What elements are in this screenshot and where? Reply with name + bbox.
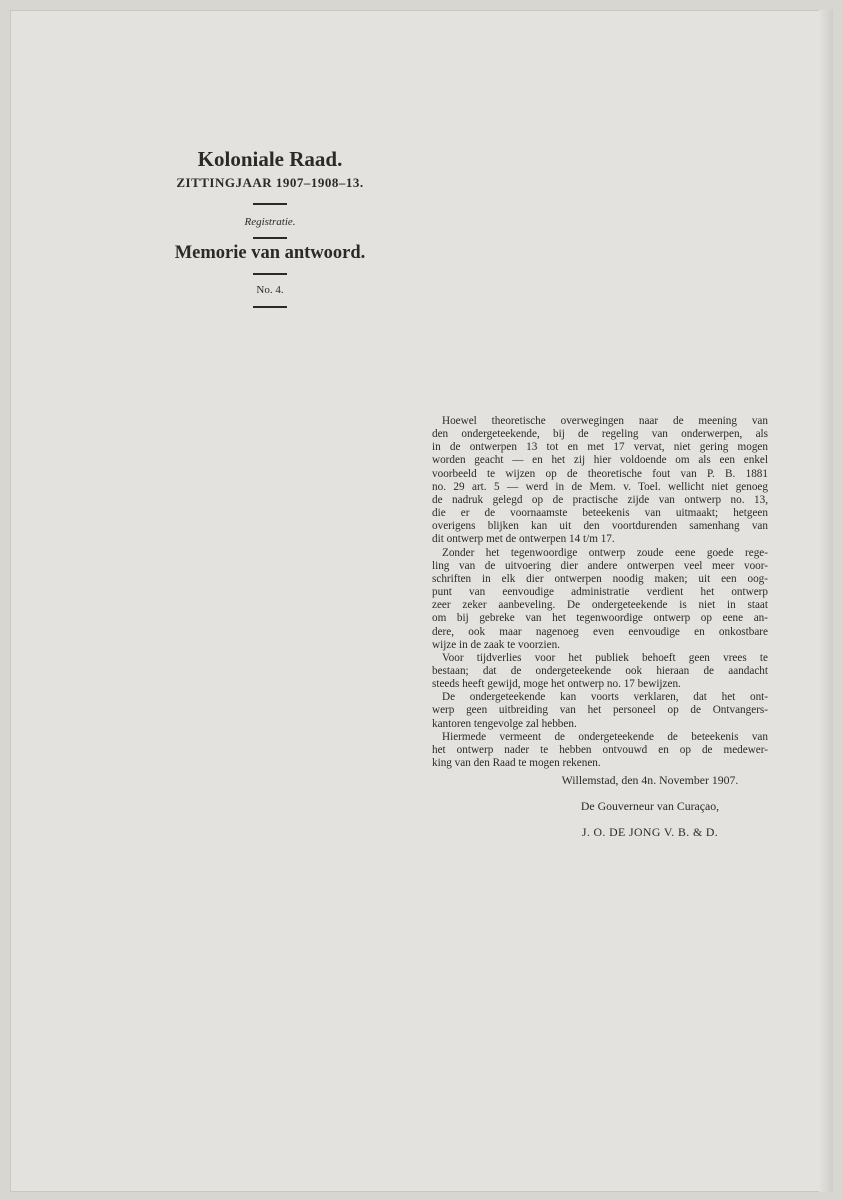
body-paragraph (432, 652, 768, 691)
divider-rule (253, 203, 287, 205)
text-line: om bij gebreke van het tegenwoordige ontwerp op eene an- (432, 612, 768, 625)
session-year: ZITTINGJAAR 1907–1908–13. (176, 175, 364, 190)
text-line: die er de voornaamste beteekenis van uitmaakt; hetgeen (432, 507, 768, 520)
document-header (138, 146, 402, 308)
text-line: in de ontwerpen 13 tot en met 17 vervat, niet gering mogen (432, 441, 768, 454)
body-paragraph (432, 691, 768, 730)
text-line: schriften in elk dier ontwerpen noodig maken; uit een oog- (432, 572, 768, 585)
text-line: voorbeeld te wijzen op de theoretische fout van P. B. 1881 (432, 467, 768, 480)
text-line: De ondergeteekende kan voorts verklaren, dat het ont- (442, 691, 768, 704)
registration-label: Registratie. (244, 216, 296, 228)
body-paragraph (432, 547, 768, 652)
text-line: wijze in de zaak te voorzien. (432, 638, 560, 651)
council-title: Koloniale Raad. (197, 147, 343, 171)
signatory-name: J. O. DE JONG V. B. & D. (581, 825, 719, 839)
text-line: worden geacht — en het zij hier voldoende om als een enkel (432, 454, 768, 467)
text-line: overigens blijken kan uit den voortdurenden samenhang van (432, 520, 768, 533)
place-date-line: Willemstad, den 4n. November 1907. (561, 773, 739, 787)
document-number: No. 4. (256, 284, 284, 296)
text-line: bestaan; dat de ondergeteekende ook hieraan de aandacht (432, 664, 768, 677)
divider-rule (253, 273, 287, 275)
text-line: dere, ook maar nagenoeg even eenvoudige en onkostbare (432, 625, 768, 638)
text-line: king van den Raad te mogen rekenen. (432, 757, 601, 770)
text-line: de nadruk gelegd op de practische zijde van ontwerp no. 13, (432, 493, 768, 506)
text-line: Hiermede vermeent de ondergeteekende de beteekenis van (442, 730, 768, 743)
text-line: ling van de uitvoering dier andere ontwerpen veel meer voor- (432, 559, 768, 572)
text-line: Hoewel theoretische overwegingen naar de meening van (442, 415, 768, 427)
divider-rule (253, 237, 287, 239)
divider-rule (253, 306, 287, 308)
text-line: zeer zeker aanbeveling. De ondergeteekende is niet in staat (432, 599, 768, 612)
text-line: Voor tijdverlies voor het publiek behoeft geen vrees te (442, 651, 768, 664)
signatory-office: De Gouverneur van Curaçao, (580, 799, 720, 813)
text-line: kantoren tengevolge zal hebben. (432, 717, 577, 730)
text-line: het ontwerp nader te hebben ontvouwd en op de medewer- (432, 743, 768, 756)
document-page (10, 10, 833, 1192)
body-paragraph (432, 415, 768, 547)
page-edge-shadow (819, 10, 833, 1192)
text-line: punt van eenvoudige administratie verdient het ontwerp (432, 586, 768, 599)
text-line: werp geen uitbreiding van het personeel op de Ontvangers- (432, 704, 768, 717)
text-line: dit ontwerp met de ontwerpen 14 t/m 17. (432, 533, 615, 546)
text-line: den ondergeteekende, bij de regeling van onderwerpen, als (432, 428, 768, 441)
text-line: Zonder het tegenwoordige ontwerp zoude eene goede rege- (442, 546, 768, 559)
text-line: steeds heeft gewijd, moge het ontwerp no. 17 bewijzen. (432, 678, 681, 691)
document-type-title: Memorie van antwoord. (174, 243, 366, 263)
text-line: no. 29 art. 5 — werd in de Mem. v. Toel. wellicht niet genoeg (432, 480, 768, 493)
body-paragraph (432, 731, 768, 770)
memorandum-body (432, 415, 768, 770)
